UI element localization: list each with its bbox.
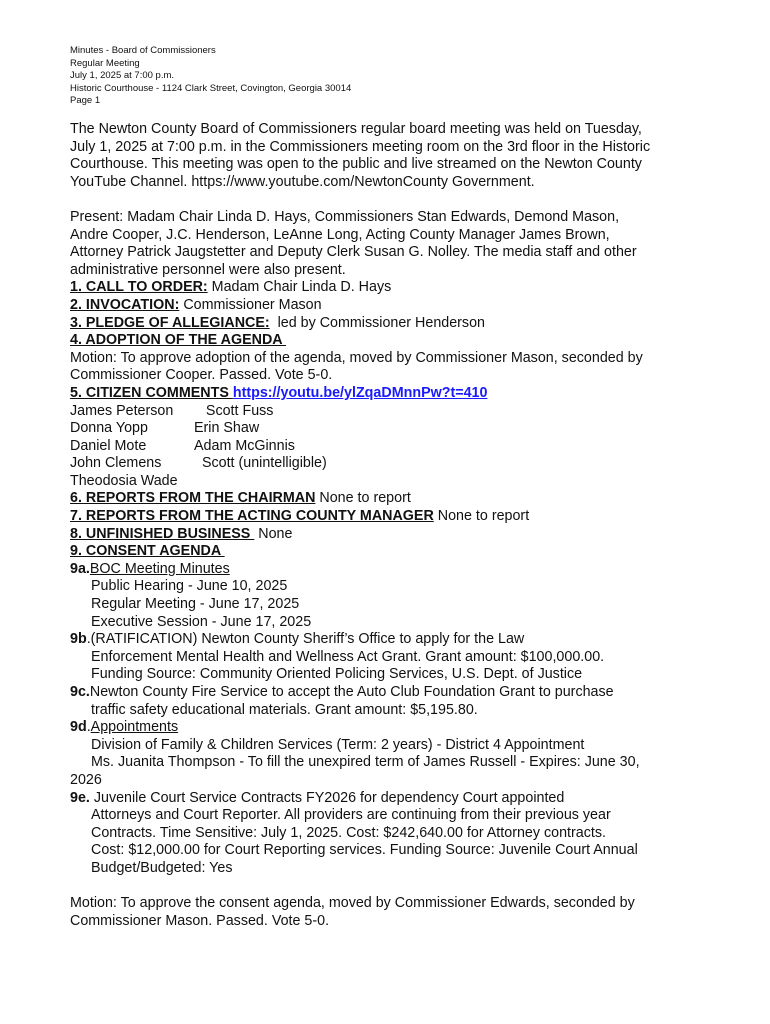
pledge-heading: 3. PLEDGE OF ALLEGIANCE: [70,314,270,331]
item-invocation [70,297,690,315]
pledge-text: led by Commissioner Henderson [269,314,485,331]
consent-9d-line: Ms. Juanita Thompson - To fill the unexpired term of James Russell - Expires: June 30, [91,754,640,771]
unfinished-business-text: None [254,525,293,542]
page-header [70,45,351,108]
consent-9a-title: BOC Meeting Minutes [89,560,230,577]
consent-9a-label: 9a. [70,560,90,577]
item-reports-manager [70,508,690,526]
adoption-heading: 4. ADOPTION OF THE AGENDA [70,332,287,349]
citizen-row [70,455,690,473]
consent-9c-line: traffic safety educational materials. Grant amount: $5,195.80. [91,701,478,718]
reports-manager-heading: 7. REPORTS FROM THE ACTING COUNTY MANAGER [70,508,434,525]
consent-9d-line: Division of Family & Children Services (Term: 2 years) - District 4 Appointment [91,736,585,753]
consent-9e-line: Budget/Budgeted: Yes [91,859,233,876]
present-paragraph [70,209,690,279]
consent-9d-label: 9d [70,719,87,736]
citizen-name: Scott (unintelligible) [194,455,327,472]
call-to-order-heading: 1. CALL TO ORDER: [70,279,208,296]
citizen-row [70,403,690,421]
consent-9c [70,684,690,719]
item-pledge [70,315,690,333]
consent-9e-line: Contracts. Time Sensitive: July 1, 2025. Cost: $242,640.00 for Attorney contracts. [91,824,606,841]
consent-9b-line: Enforcement Mental Health and Wellness Act Grant. Grant amount: $100,000.00. [91,648,605,665]
item-consent-agenda [70,543,690,561]
item-reports-chairman [70,490,690,508]
consent-9e [70,790,690,878]
intro-line: YouTube Channel. https://www.youtube.com/NewtonCounty Government. [70,173,535,190]
adoption-motion-line: Commissioner Cooper. Passed. Vote 5-0. [70,367,333,384]
reports-chairman-heading: 6. REPORTS FROM THE CHAIRMAN [70,490,316,507]
unfinished-business-heading: 8. UNFINISHED BUSINESS [70,525,255,542]
citizen-row [70,420,690,438]
citizen-name: Adam McGinnis [194,437,295,454]
consent-9c-first-line: Newton County Fire Service to accept the Auto Club Foundation Grant to purchase [89,684,614,700]
consent-9d-wrap: 2026 [70,771,102,788]
citizen-name: Erin Shaw [194,420,260,437]
consent-9a-line: Executive Session - June 17, 2025 [91,613,312,630]
invocation-heading: 2. INVOCATION: [70,296,180,313]
consent-agenda-heading: 9. CONSENT AGENDA [70,543,225,560]
citizen-comments-link[interactable]: https://youtu.be/ylZqaDMnnPw?t=410 [232,384,488,401]
citizen-list [70,403,690,491]
header-date: July 1, 2025 at 7:00 p.m. [70,70,175,81]
item-citizen-comments [70,385,690,403]
invocation-text: Commissioner Mason [179,296,322,313]
intro-paragraph [70,121,690,191]
intro-line: The Newton County Board of Commissioners regular board meeting was held on Tuesday, [70,121,642,137]
reports-manager-text: None to report [433,508,530,525]
citizen-row [70,473,690,491]
citizen-comments-heading: 5. CITIZEN COMMENTS [70,384,233,401]
header-title: Minutes - Board of Commissioners [70,45,216,56]
citizen-name: Scott Fuss [194,402,274,419]
header-location: Historic Courthouse - 1124 Clark Street, Covington, Georgia 30014 [70,82,352,94]
consent-9d [70,719,690,789]
item-adoption [70,332,690,350]
consent-9b [70,631,690,684]
consent-9d-title: Appointments [90,719,179,736]
consent-9b-line: Funding Source: Community Oriented Policing Services, U.S. Dept. of Justice [91,666,583,683]
citizen-name: Daniel Mote [70,437,147,454]
call-to-order-text: Madam Chair Linda D. Hays [207,279,392,296]
consent-motion-line: Commissioner Mason. Passed. Vote 5-0. [70,912,330,929]
intro-line: July 1, 2025 at 7:00 p.m. in the Commissioners meeting room on the 3rd floor in the Historic [70,138,651,155]
consent-9c-label: 9c. [70,684,90,700]
present-line: Andre Cooper, J.C. Henderson, LeAnne Long, Acting County Manager James Brown, [70,226,610,243]
consent-9e-label: 9e. [70,789,90,806]
citizen-name: Donna Yopp [70,420,148,437]
intro-line: Courthouse. This meeting was open to the public and live streamed on the Newton County [70,156,642,173]
consent-9d-dot: . [86,719,91,736]
citizen-row [70,438,690,456]
consent-9a [70,561,690,631]
reports-chairman-text: None to report [315,490,411,507]
consent-9a-line: Regular Meeting - June 17, 2025 [91,596,300,613]
present-line: Attorney Patrick Jaugstetter and Deputy Clerk Susan G. Nolley. The media staff and other [70,244,637,261]
consent-motion-paragraph [70,895,690,930]
citizen-name: John Clemens [70,455,162,472]
header-page-number: Page 1 [70,95,101,106]
consent-9e-first-line: Juvenile Court Service Contracts FY2026 for dependency Court appointed [89,789,565,806]
consent-9b-first-line: .(RATIFICATION) Newton County Sheriff’s Office to apply for the Law [86,631,525,648]
present-line: administrative personnel were also present. [70,261,346,278]
citizen-name: Theodosia Wade [70,472,178,489]
minutes-body [70,121,690,930]
spacer [70,878,690,896]
item-call-to-order [70,279,690,297]
spacer [70,191,690,209]
consent-9e-line: Cost: $12,000.00 for Court Reporting services. Funding Source: Juvenile Court Annual [91,842,638,859]
adoption-motion-line: Motion: To approve adoption of the agenda, moved by Commissioner Mason, seconded by [70,349,643,366]
citizen-name: James Peterson [70,402,174,419]
consent-9a-line: Public Hearing - June 10, 2025 [91,578,288,595]
consent-9b-label: 9b [70,631,87,648]
present-line: Present: Madam Chair Linda D. Hays, Commissioners Stan Edwards, Demond Mason, [70,208,620,225]
consent-motion-line: Motion: To approve the consent agenda, moved by Commissioner Edwards, seconded by [70,895,635,912]
consent-9e-line: Attorneys and Court Reporter. All providers are continuing from their previous year [91,807,611,824]
header-meeting-type: Regular Meeting [70,57,140,69]
item-unfinished-business [70,526,690,544]
